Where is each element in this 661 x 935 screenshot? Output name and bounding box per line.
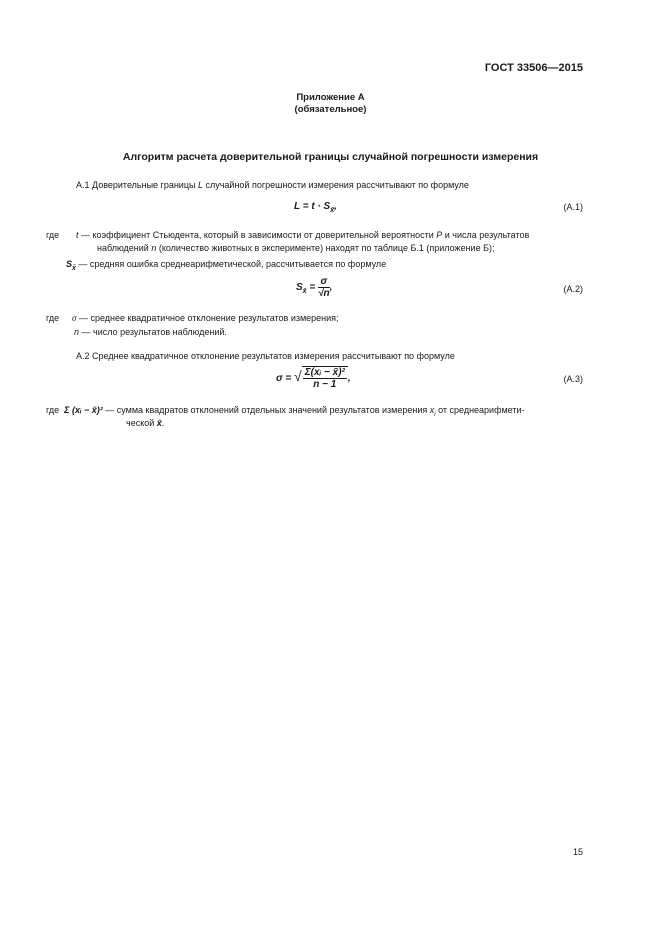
fraction-a2: $\frac{\sigma}{√n}$ <box>317 276 330 299</box>
paragraph-a2: А.2 Среднее квадратичное отклонение результатов измерения рассчитывают по формуле <box>76 351 455 361</box>
where-n-line: n — число результатов наблюдений. <box>74 327 227 337</box>
sqrt-body: $\frac{\text{Σ(xᵢ − x̄)²}}{n - 1}$ <box>302 366 348 390</box>
where-t-line1: t — коэффициент Стьюдента, который в зависимости от доверительной вероятности P и числа результатов <box>76 230 530 240</box>
formula-a3: σ = √ $\frac{\text{Σ(xᵢ − x̄)²}}{n - 1}$ , <box>276 367 351 390</box>
where-sigma-line: σ — среднее квадратичное отклонение результатов измерения; <box>72 313 339 323</box>
appendix-title: Приложение А <box>296 92 365 103</box>
appendix-subtitle: (обязательное) <box>294 104 367 115</box>
page-number: 15 <box>572 847 583 857</box>
where-label-2: где <box>46 313 60 323</box>
where-label-1: где <box>46 230 60 240</box>
formula-a1-number: (А.1) <box>563 202 583 212</box>
formula-a3-number: (А.3) <box>563 374 583 384</box>
section-title: Алгоритм расчета доверительной границы случайной погрешности измерения <box>122 151 539 163</box>
where-t-line2: наблюдений n (количество животных в эксперименте) находят по таблице Б.1 (приложение Б); <box>97 243 495 253</box>
formula-a2: $S_{x̄}$ = $\frac{\sigma}{√n}$ , <box>296 276 333 299</box>
where-sum-line2: ческой x̄. <box>126 418 165 428</box>
formula-a1: $L = t \cdot S_{x̄}$, <box>294 201 337 214</box>
paragraph-a1: А.1 Доверительные границы L случайной погрешности измерения рассчитывают по формуле <box>76 180 469 190</box>
formula-a2-number: (А.2) <box>563 284 583 294</box>
where-sum-line1: где Σ (xᵢ − x̄)² — сумма квадратов отклонений отдельных значений результатов измерения $x_i$ от среднеарифмети- <box>46 405 525 418</box>
standard-number: ГОСТ 33506—2015 <box>484 62 583 74</box>
radical-sign: √ <box>294 368 302 385</box>
where-s-line: $S_{x̄}$ — средняя ошибка среднеарифметической, рассчитывается по формуле <box>66 259 387 272</box>
